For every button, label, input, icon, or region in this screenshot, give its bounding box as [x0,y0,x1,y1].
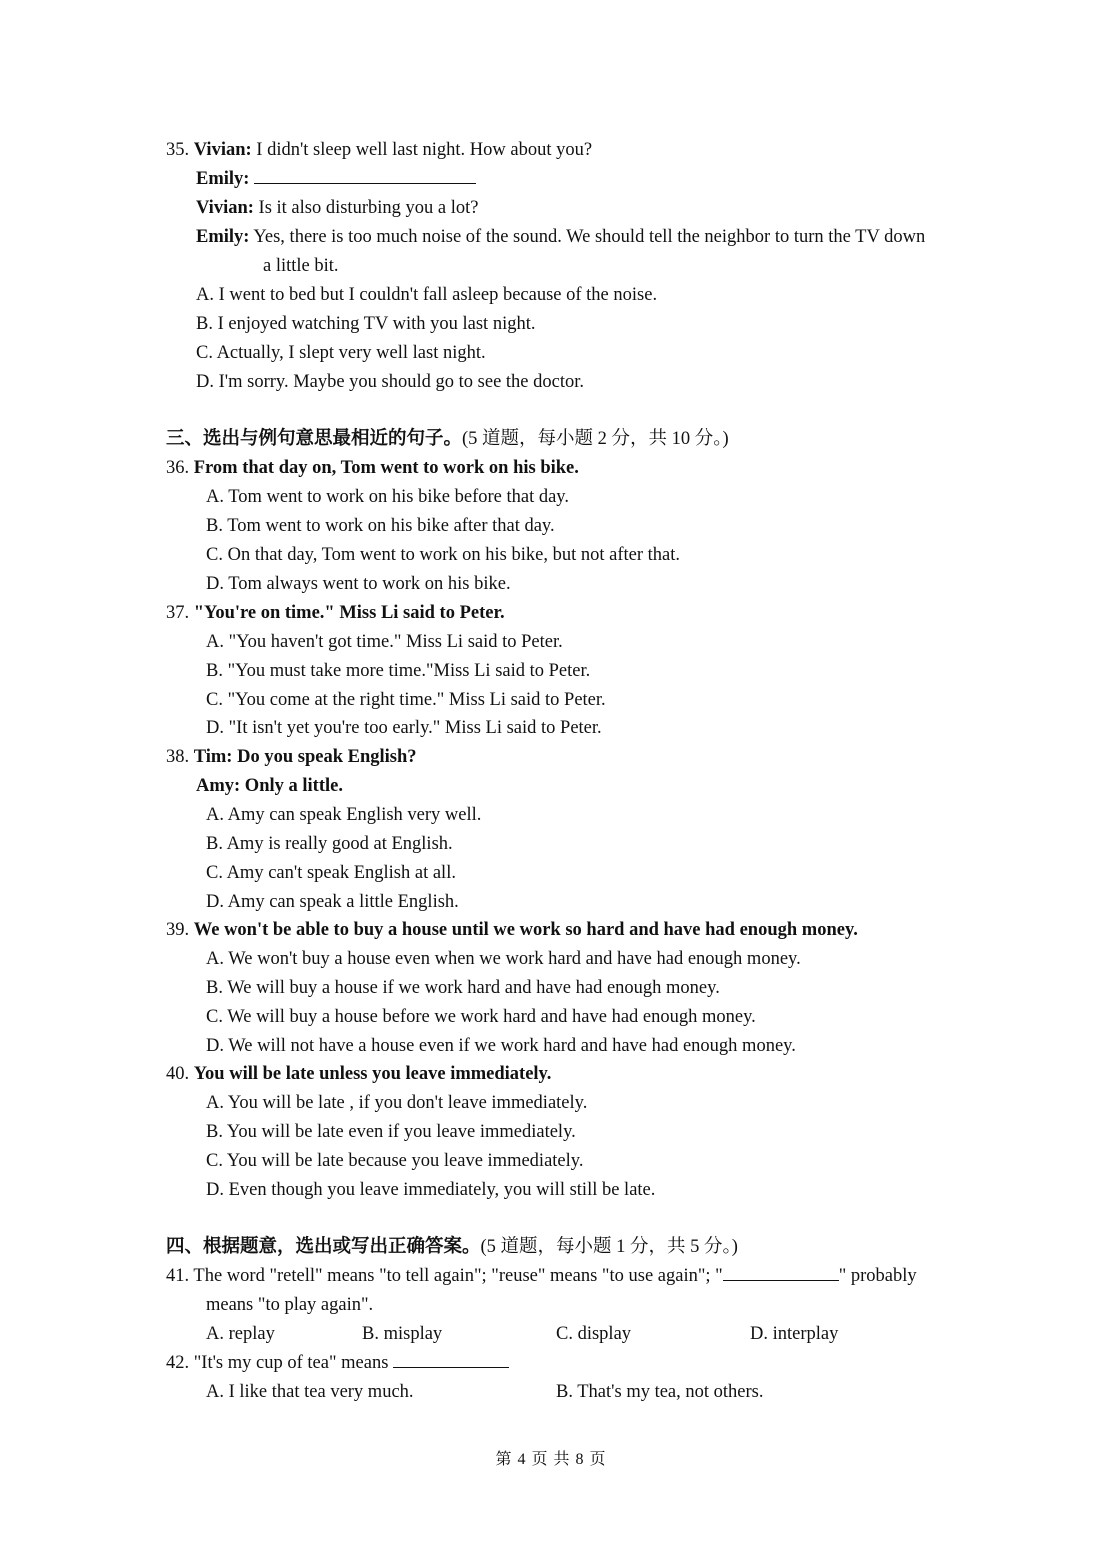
question-number: 36. [166,458,190,478]
q42-stem [166,1351,509,1375]
q35-line-1 [166,138,592,162]
q37-option-a[interactable]: A. "You haven't got time." Miss Li said to Peter. [206,632,563,652]
q41-option-c[interactable]: C. display [556,1324,632,1344]
question-stem: From that day on, Tom went to work on his bike. [193,458,579,478]
q35-line-4-cont: a little bit. [263,256,339,276]
question-number: 41. [166,1266,190,1286]
question-stem: Tim: Do you speak English? [193,747,417,767]
q41-option-d[interactable]: D. interplay [750,1324,839,1344]
section-scoring: (5 道题，每小题 2 分，共 10 分。) [462,429,729,449]
section-title: 四、根据题意，选出或写出正确答案。 [166,1237,481,1257]
q35-line-2 [196,167,476,191]
q37-option-b[interactable]: B. "You must take more time."Miss Li said to Peter. [206,661,591,681]
section-4-heading [166,1235,738,1259]
section-3-heading [166,427,729,451]
q35-option-b[interactable]: B. I enjoyed watching TV with you last night. [196,314,536,334]
q41-stem-cont: means "to play again". [206,1295,374,1315]
question-number: 37. [166,603,190,623]
q40-option-a[interactable]: A. You will be late , if you don't leave immediately. [206,1093,588,1113]
q38-option-a[interactable]: A. Amy can speak English very well. [206,805,482,825]
q35-line-4 [196,225,925,249]
q38-stem [166,745,417,769]
q39-option-d[interactable]: D. We will not have a house even if we work hard and have had enough money. [206,1036,796,1056]
answer-blank[interactable] [723,1264,839,1281]
q37-stem [166,601,505,625]
section-scoring: (5 道题，每小题 1 分，共 5 分。) [480,1237,738,1257]
answer-blank[interactable] [393,1351,509,1368]
q35-option-d[interactable]: D. I'm sorry. Maybe you should go to see the doctor. [196,372,585,392]
page-footer: 第 4 页 共 8 页 [495,1451,607,1468]
q38-stem-2: Amy: Only a little. [196,776,343,796]
question-number: 38. [166,747,190,767]
speaker-label: Emily: [196,227,250,247]
q38-option-d[interactable]: D. Amy can speak a little English. [206,892,459,912]
q35-line-3 [196,196,478,220]
q41-option-a[interactable]: A. replay [206,1324,275,1344]
q36-option-d[interactable]: D. Tom always went to work on his bike. [206,574,511,594]
q39-option-a[interactable]: A. We won't buy a house even when we work hard and have had enough money. [206,949,801,969]
speaker-label: Emily: [196,169,250,189]
speaker-label: Vivian: [193,140,252,160]
q39-option-c[interactable]: C. We will buy a house before we work hard and have had enough money. [206,1007,756,1027]
dialogue-text: Is it also disturbing you a lot? [253,198,479,218]
q42-option-b[interactable]: B. That's my tea, not others. [556,1382,764,1402]
dialogue-text: I didn't sleep well last night. How about you? [251,140,593,160]
q39-option-b[interactable]: B. We will buy a house if we work hard and have had enough money. [206,978,720,998]
question-text: " probably [838,1266,917,1286]
q40-stem [166,1062,551,1086]
q36-option-b[interactable]: B. Tom went to work on his bike after that day. [206,516,555,536]
q40-option-c[interactable]: C. You will be late because you leave immediately. [206,1151,584,1171]
question-stem: You will be late unless you leave immediately. [193,1064,552,1084]
question-number: 39. [166,920,190,940]
question-number: 35. [166,140,190,160]
q37-option-d[interactable]: D. "It isn't yet you're too early." Miss Li said to Peter. [206,718,602,738]
q36-option-a[interactable]: A. Tom went to work on his bike before that day. [206,487,569,507]
q38-option-b[interactable]: B. Amy is really good at English. [206,834,453,854]
q40-option-d[interactable]: D. Even though you leave immediately, you will still be late. [206,1180,656,1200]
q35-option-c[interactable]: C. Actually, I slept very well last night. [196,343,486,363]
q40-option-b[interactable]: B. You will be late even if you leave immediately. [206,1122,576,1142]
question-stem: We won't be able to buy a house until we work so hard and have had enough money. [193,920,858,940]
q35-option-a[interactable]: A. I went to bed but I couldn't fall asleep because of the noise. [196,285,658,305]
question-stem: "You're on time." Miss Li said to Peter. [193,603,505,623]
q39-stem [166,918,858,942]
q41-option-b[interactable]: B. misplay [362,1324,443,1344]
question-number: 42. [166,1353,190,1373]
q36-option-c[interactable]: C. On that day, Tom went to work on his bike, but not after that. [206,545,680,565]
q42-option-a[interactable]: A. I like that tea very much. [206,1382,414,1402]
question-number: 40. [166,1064,190,1084]
q37-option-c[interactable]: C. "You come at the right time." Miss Li said to Peter. [206,690,606,710]
question-text: "It's my cup of tea" means [193,1353,389,1373]
q36-stem [166,456,579,480]
q41-stem [166,1264,917,1288]
question-text: The word "retell" means "to tell again"; "reuse" means "to use again"; " [193,1266,723,1286]
answer-blank[interactable] [254,167,476,184]
dialogue-text: Yes, there is too much noise of the sound. We should tell the neighbor to turn the TV down [249,227,926,247]
section-title: 三、选出与例句意思最相近的句子。 [166,429,463,449]
q38-option-c[interactable]: C. Amy can't speak English at all. [206,863,456,883]
speaker-label: Vivian: [196,198,254,218]
